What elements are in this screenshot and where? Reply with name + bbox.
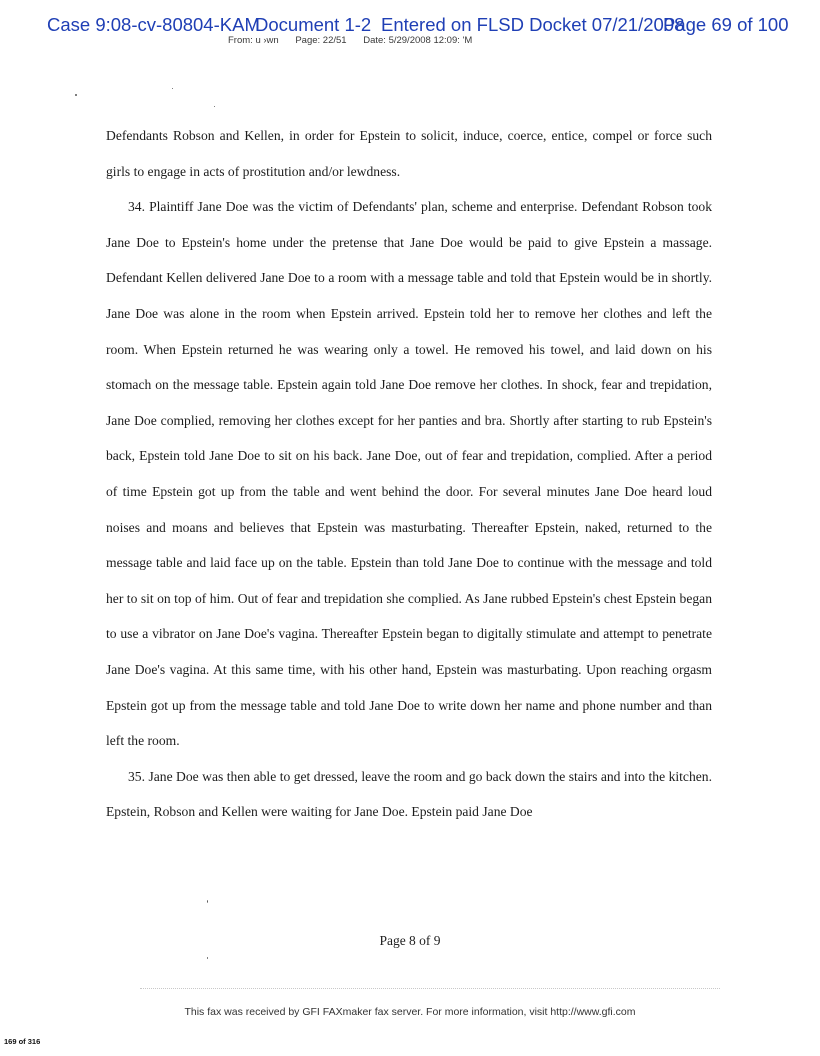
page-number: Page 8 of 9 <box>379 933 441 948</box>
scan-speck <box>75 94 77 96</box>
scan-speck <box>207 900 208 903</box>
document-number: Document 1-2 <box>255 14 372 35</box>
scan-artifact-line <box>140 988 720 989</box>
paragraph-continuation: Defendants Robson and Kellen, in order for Epstein to solicit, induce, coerce, entice, compel or force such girls to engage in acts of prostitution and/or lewdness. <box>106 128 712 179</box>
scan-speck <box>207 957 208 959</box>
fax-from: From: u ›wn <box>228 35 279 46</box>
fax-transmission-header <box>228 35 486 46</box>
paragraph-35: 35. Jane Doe was then able to get dressed, leave the room and go back down the stairs and into the kitchen. Epstein, Robson and Kellen were waiting for Jane Doe. Epstein paid Jane Doe <box>106 768 712 820</box>
bates-number: 169 of 316 <box>4 1037 41 1046</box>
fax-date: Date: 5/29/2008 12:09: 'M <box>363 35 473 46</box>
docket-entry-date: Entered on FLSD Docket 07/21/2008 <box>381 14 685 35</box>
fax-footer: This fax was received by GFI FAXmaker fax server. For more information, visit http://www.gfi.com <box>184 1006 636 1018</box>
ecf-page-number: Page 69 of 100 <box>663 14 789 35</box>
case-number: Case 9:08-cv-80804-KAM <box>47 14 260 35</box>
scan-speck <box>214 106 215 107</box>
document-body <box>106 118 712 830</box>
paragraph-34: 34. Plaintiff Jane Doe was the victim of Defendants' plan, scheme and enterprise. Defendant Robson took Jane Doe to Epstein's home under the pretense that Jane Doe would be paid to give Epstein a massage. Defendant Kellen delivered Jane Doe to a room with a message table and told that Epstein would be in shortly. Jane Doe was alone in the room when Epstein arrived. Epstein told her to remove her clothes and left the room. When Epstein returned he was wearing only a towel. He removed his towel, and laid down on his stomach on the message table. Epstein again told Jane Doe remove her clothes. In shock, fear and trepidation, Jane Doe complied, removing her clothes except for her panties and bra. Shortly after starting to rub Epstein's back, Epstein told Jane Doe to sit on his back. Jane Doe, out of fear and trepidation, complied. After a period of time Epstein got up from the table and went behind the door. For several minutes Jane Doe heard loud noises and moans and believes that Epstein was masturbating. Thereafter Epstein, naked, returned to the message table and laid face up on the table. Epstein than told Jane Doe to continue with the message and told her to sit on top of him. Out of fear and trepidation she complied. As Jane rubbed Epstein's chest Epstein began to use a vibrator on Jane Doe's vagina. Thereafter Epstein began to digitally stimulate and attempt to penetrate Jane Doe's vagina. At this same time, with his other hand, Epstein was masturbating. Upon reaching orgasm Epstein got up from the message table and told Jane Doe to write down her name and phone number and than left the room. <box>106 199 712 749</box>
scan-speck <box>172 88 173 89</box>
fax-page: Page: 22/51 <box>295 35 347 46</box>
